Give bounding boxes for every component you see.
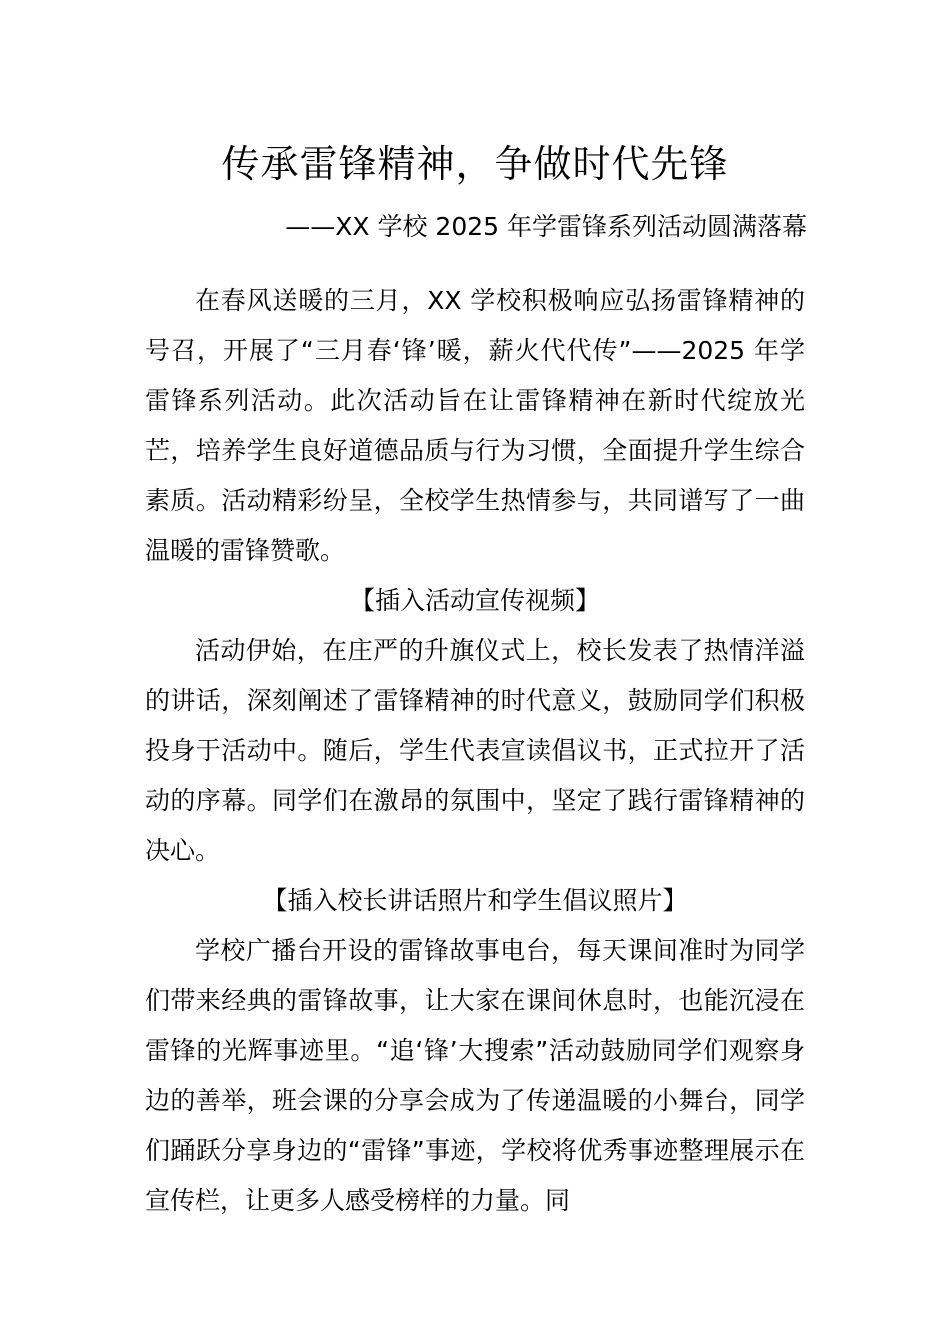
document-body [145,276,805,1226]
paragraph-opening-ceremony: 活动伊始，在庄严的升旗仪式上，校长发表了热情洋溢的讲话，深刻阐述了雷锋精神的时代意义，鼓励同学们积极投身于活动中。随后，学生代表宣读倡议书，正式拉开了活动的序幕。同学们在激昂的氛围中，坚定了践行雷锋精神的决心。 [145,636,805,865]
paragraph-radio-stories: 学校广播台开设的雷锋故事电台，每天课间准时为同学们带来经典的雷锋故事，让大家在课间休息时，也能沉浸在雷锋的光辉事迹里。“追‘锋’大搜索”活动鼓励同学们观察身边的善举，班会课的分享会成为了传递温暖的小舞台，同学们踊跃分享身边的“雷锋”事迹，学校将优秀事迹整理展示在宣传栏，让更多人感受榜样的力量。同 [145,936,805,1215]
photo-placeholder: 【插入校长讲话照片和学生倡议照片】 [262,886,688,915]
document-title: 传承雷锋精神，争做时代先锋 [221,142,729,186]
paragraph-intro: 在春风送暖的三月，XX 学校积极响应弘扬雷锋精神的号召，开展了“三月春‘锋’暖，薪火代代传”——2025 年学雷锋系列活动。此次活动旨在让雷锋精神在新时代绽放光芒，培养学生良好道德品质与行为习惯，全面提升学生综合素质。活动精彩纷呈，全校学生热情参与，共同谱写了一曲温暖的雷锋赞歌。 [145,286,805,565]
video-placeholder: 【插入活动宣传视频】 [349,586,600,615]
document-subtitle: ——XX 学校 2025 年学雷锋系列活动圆满落幕 [285,212,807,241]
